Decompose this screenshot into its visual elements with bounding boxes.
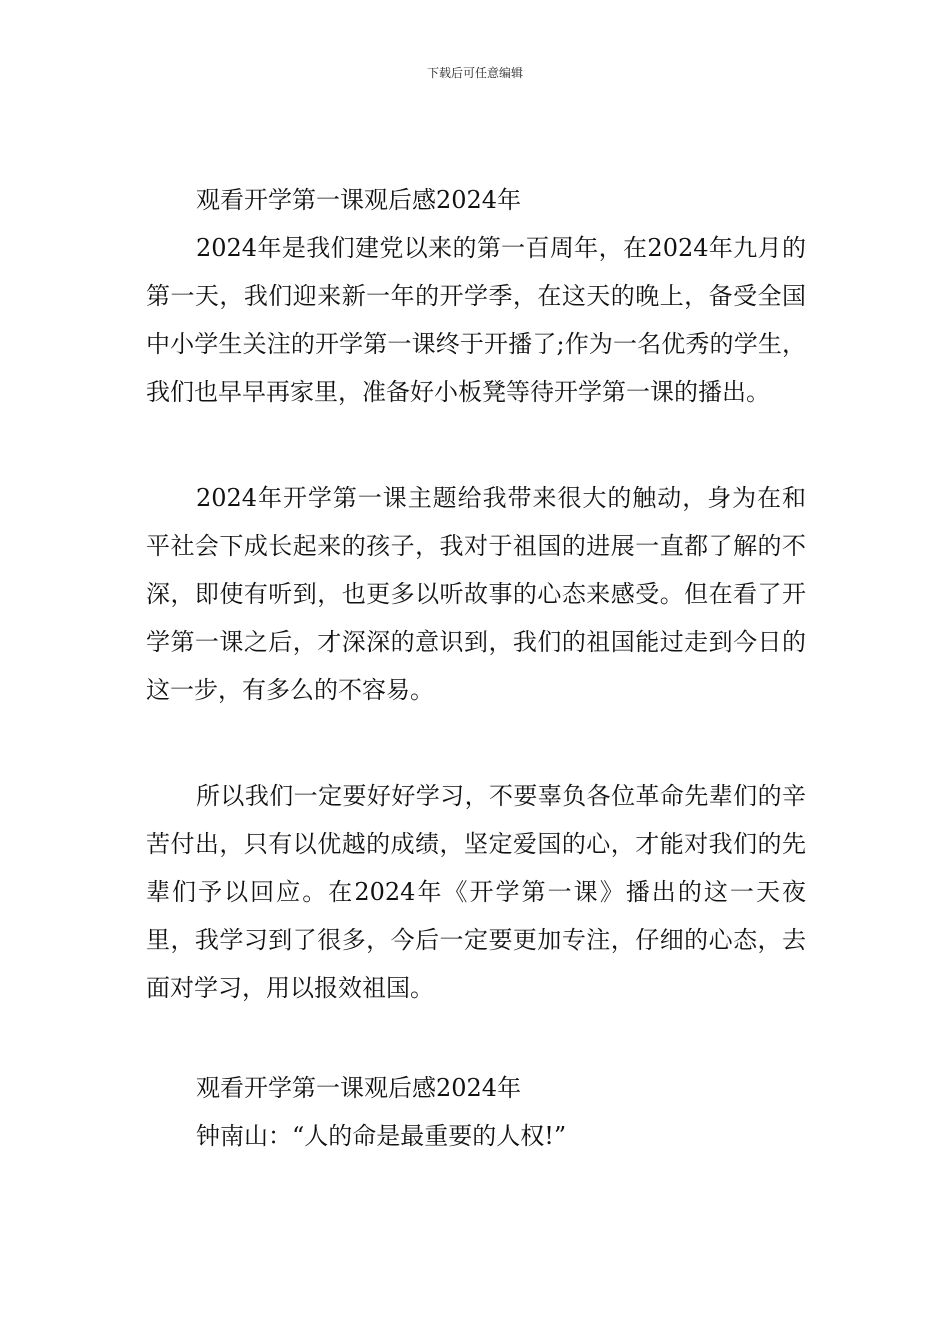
paragraph-3: 所以我们一定要好好学习，不要辜负各位革命先辈们的辛苦付出，只有以优越的成绩，坚定爱国的心，才能对我们的先辈们予以回应。在2024年《开学第一课》播出的这一天夜里，我学习到了很多，今后一定要更加专注，仔细的心态，去面对学习，用以报效祖国。 (146, 782, 806, 1002)
paragraph-gap (146, 714, 806, 772)
paragraph-2: 2024年开学第一课主题给我带来很大的触动，身为在和平社会下成长起来的孩子，我对于祖国的进展一直都了解的不深，即使有听到，也更多以听故事的心态来感受。但在看了开学第一课之后，才深深的意识到，我们的祖国能过走到今日的这一步，有多么的不容易。 (146, 484, 806, 704)
quote-line: 钟南山：“人的命是最重要的人权!” (196, 1122, 567, 1150)
paragraph-1: 2024年是我们建党以来的第一百周年，在2024年九月的第一天，我们迎来新一年的开学季，在这天的晚上，备受全国中小学生关注的开学第一课终于开播了;作为一名优秀的学生，我们也早早再家里，准备好小板凳等待开学第一课的播出。 (146, 234, 806, 406)
paragraph-gap (146, 1012, 806, 1064)
document-body (146, 176, 806, 1160)
essay-title-2: 观看开学第一课观后感2024年 (196, 1074, 522, 1102)
essay-title-1: 观看开学第一课观后感2024年 (196, 186, 522, 214)
paragraph-gap (146, 416, 806, 474)
header-note: 下载后可任意编辑 (426, 66, 523, 80)
